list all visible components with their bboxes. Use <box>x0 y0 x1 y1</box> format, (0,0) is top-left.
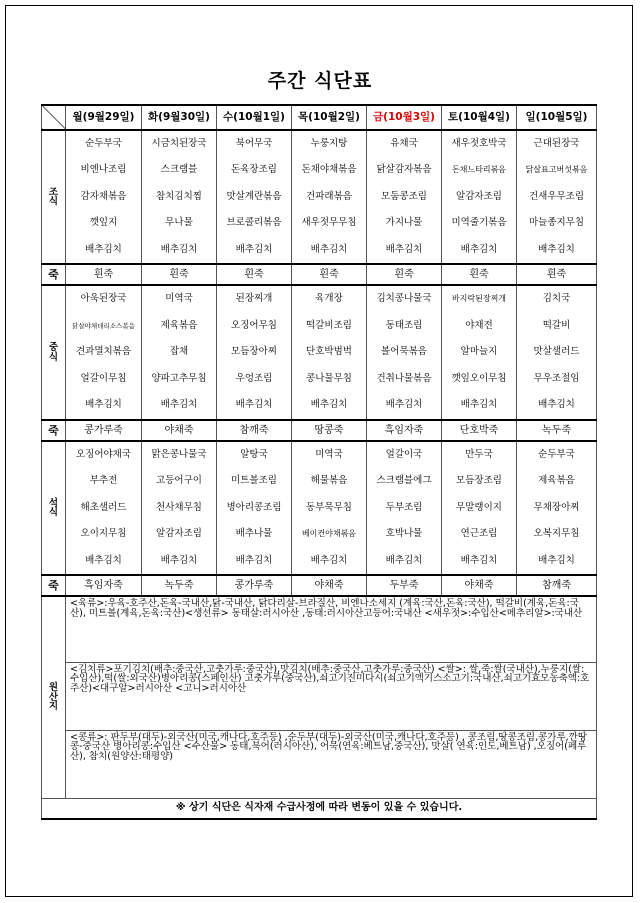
menu-item: 닭살감자볶음 <box>376 164 432 176</box>
origin-paragraph: <콩류>: 판두부(대두)-외국산(미국,캐나다,호주등) ,순두부(대두)-외국산(미국,캐나다,호주등) , 콩조림,땅콩조림,콩가루,깐땅콩-중국산 병아리콩:수입산 <수산물> 동태,북어(러시아산), 어묵(연육:베트남,중국산), 맛살( 연육:인도,베트남) ,오징어(페루산), 참치(원양산:태평양) <box>66 730 597 798</box>
menu-item: 비엔나조림 <box>80 164 127 176</box>
dinner-juk-row <box>42 575 597 596</box>
menu-table <box>41 104 597 820</box>
menu-item: 잡채 <box>169 346 189 358</box>
day-header: 수(10월1일) <box>217 105 292 130</box>
menu-item: 배추김치 <box>235 554 273 566</box>
lunch-cell <box>217 285 292 420</box>
juk-cell: 두부죽 <box>367 575 442 596</box>
juk-cell: 야채죽 <box>442 575 517 596</box>
menu-item: 배추김치 <box>310 399 348 411</box>
juk-cell: 참깨죽 <box>517 575 597 596</box>
menu-item: 알마늘지 <box>460 346 498 358</box>
dinner-cell <box>292 441 367 575</box>
breakfast-cell <box>367 130 442 264</box>
menu-item: 된장찌개 <box>235 293 273 304</box>
breakfast-cell <box>292 130 367 264</box>
day-header: 일(10월5일) <box>517 105 597 130</box>
menu-item: 부추전 <box>89 475 118 487</box>
menu-item: 만두국 <box>465 449 493 460</box>
menu-item: 건취나물볶음 <box>376 372 432 384</box>
menu-item: 돈육장조림 <box>231 164 277 176</box>
menu-item: 알감자조림 <box>456 190 502 202</box>
breakfast-cell <box>142 130 217 264</box>
dinner-cell <box>217 441 292 575</box>
origin-row-3 <box>42 730 597 798</box>
day-header-row <box>42 105 597 130</box>
menu-item: 김치콩나물국 <box>376 293 432 304</box>
day-header: 월(9월29일) <box>66 105 142 130</box>
menu-item: 무말랭이지 <box>456 501 502 513</box>
menu-item: 알탕국 <box>240 449 268 460</box>
menu-item: 바지락된장찌개 <box>451 294 507 303</box>
juk-cell: 콩가루죽 <box>66 420 142 441</box>
juk-cell: 녹두죽 <box>517 420 597 441</box>
menu-item: 우엉조림 <box>235 372 273 384</box>
day-header-holiday: 금(10월3일) <box>367 105 442 130</box>
menu-item: 오징어무침 <box>231 319 277 331</box>
lunch-juk-row <box>42 420 597 441</box>
menu-item: 제육볶음 <box>538 475 575 487</box>
juk-cell: 흰죽 <box>292 264 367 285</box>
menu-item: 야채전 <box>465 319 493 331</box>
menu-item: 깻잎오이무침 <box>451 372 507 384</box>
dinner-cell <box>66 441 142 575</box>
menu-item: 누룽지탕 <box>310 138 348 149</box>
lunch-cell <box>442 285 517 420</box>
dinner-cell <box>142 441 217 575</box>
menu-item: 맑은콩나물국 <box>151 449 207 460</box>
dinner-cell <box>367 441 442 575</box>
menu-item: 배추김치 <box>235 399 273 411</box>
menu-item: 미역국 <box>165 293 193 304</box>
menu-item: 천사채무침 <box>156 501 202 513</box>
lunch-cell <box>142 285 217 420</box>
menu-item: 배추김치 <box>310 554 348 566</box>
menu-item: 볼어묵볶음 <box>381 346 427 358</box>
menu-item: 베이컨야채볶음 <box>301 529 357 539</box>
menu-item: 순두부국 <box>85 138 122 149</box>
menu-item: 제육볶음 <box>160 319 198 331</box>
menu-item: 배추김치 <box>160 243 198 255</box>
menu-item: 얼갈이국 <box>385 449 423 460</box>
breakfast-cell <box>66 130 142 264</box>
day-header: 토(10월4일) <box>442 105 517 130</box>
menu-item: 모듬장조림 <box>456 475 502 487</box>
menu-item: 아욱된장국 <box>80 293 127 304</box>
menu-item: 알감자조림 <box>156 528 202 540</box>
menu-item: 육개장 <box>315 293 343 304</box>
juk-cell: 흰죽 <box>367 264 442 285</box>
menu-item: 견과멸치볶음 <box>75 346 132 358</box>
juk-cell: 흰죽 <box>142 264 217 285</box>
menu-item: 북어무국 <box>235 138 273 149</box>
menu-item: 단호박범벅 <box>306 346 352 358</box>
menu-item: 스크램블 <box>160 164 198 176</box>
menu-item: 떡갈비 <box>542 319 571 331</box>
menu-item: 연근조림 <box>460 528 498 540</box>
origin-row-2 <box>42 662 597 730</box>
juk-cell: 야채죽 <box>142 420 217 441</box>
juk-cell: 흑임자죽 <box>66 575 142 596</box>
menu-item: 맛살계란볶음 <box>226 190 282 202</box>
juk-cell: 흰죽 <box>66 264 142 285</box>
menu-item: 콩나물무침 <box>306 372 352 384</box>
origin-paragraph: <김치류>포기김치(배추:중국산,고춧가루:중국산),맛김치(배추:중국산,고춧가루:중국산) <쌀>: 쌀,죽:쌀(국내산),누룽지(쌀:수입산),떡(쌀:외국산)병아리콩(스페인산) 고춧가루(중국산),쇠고기진미다시(쇠고기엑기스소고기:국내산,쇠고기효모농축액:호주산)<대구알>러시아산 <고니>러시아산 <box>66 662 597 730</box>
juk-cell: 흰죽 <box>442 264 517 285</box>
menu-item: 무우조절임 <box>533 372 580 384</box>
menu-item: 감자채볶음 <box>80 190 127 202</box>
breakfast-juk-row <box>42 264 597 285</box>
menu-item: 건새우무조림 <box>528 190 585 202</box>
menu-item: 무나물 <box>165 217 193 229</box>
menu-item: 배추김치 <box>85 399 122 411</box>
juk-cell: 흰죽 <box>517 264 597 285</box>
dinner-row <box>42 441 597 575</box>
corner-cell <box>42 105 66 130</box>
menu-item: 미역줄기볶음 <box>451 217 507 229</box>
menu-item: 근대된장국 <box>533 138 580 149</box>
menu-item: 맛살샐러드 <box>533 346 580 358</box>
juk-cell: 콩가루죽 <box>217 575 292 596</box>
menu-item: 무채장아찌 <box>533 501 580 513</box>
menu-item: 배추김치 <box>235 243 273 255</box>
menu-item: 배추김치 <box>310 243 348 255</box>
menu-item: 배추김치 <box>460 243 498 255</box>
menu-item: 배추김치 <box>460 399 498 411</box>
menu-item: 배추김치 <box>538 399 575 411</box>
lunch-juk-label: 죽 <box>42 420 66 441</box>
menu-item: 배추김치 <box>85 243 122 255</box>
menu-item: 두부조림 <box>385 501 423 513</box>
menu-item: 배추김치 <box>538 554 575 566</box>
lunch-cell <box>292 285 367 420</box>
menu-item: 가지나물 <box>385 217 423 229</box>
lunch-cell <box>66 285 142 420</box>
menu-item: 배추김치 <box>160 554 198 566</box>
menu-item: 시금치된장국 <box>151 138 207 149</box>
breakfast-cell <box>217 130 292 264</box>
menu-item: 병아리콩조림 <box>226 501 282 513</box>
lunch-cell <box>367 285 442 420</box>
menu-item: 해초샐러드 <box>80 501 127 513</box>
lunch-cell <box>517 285 597 420</box>
menu-item: 동태조림 <box>385 319 423 331</box>
menu-item: 돈채느타리볶음 <box>451 165 507 175</box>
menu-item: 건파래볶음 <box>306 190 352 202</box>
dinner-label: 석 식 <box>42 441 66 575</box>
menu-item: 동부묵무침 <box>306 501 352 513</box>
menu-item: 모둠콩조림 <box>381 190 427 202</box>
breakfast-cell <box>442 130 517 264</box>
menu-item: 김치국 <box>542 293 571 304</box>
breakfast-label: 조 식 <box>42 130 66 264</box>
page-title: 주간 식단표 <box>267 70 373 92</box>
menu-item: 닭살표고버섯볶음 <box>525 165 588 175</box>
breakfast-juk-label: 죽 <box>42 264 66 285</box>
notice-text: ※ 상기 식단은 식자재 수급사정에 따라 변동이 있을 수 있습니다. <box>42 798 597 819</box>
menu-item: 해물볶음 <box>310 475 348 487</box>
menu-item: 고등어구이 <box>156 475 202 487</box>
origin-row-1 <box>42 596 597 662</box>
menu-item: 마늘종지무침 <box>528 217 585 229</box>
menu-item: 새우젓호박국 <box>451 138 507 149</box>
menu-item: 닭살야채데리소스볶음 <box>72 321 135 330</box>
menu-item: 호박나물 <box>385 528 423 540</box>
juk-cell: 흑임자죽 <box>367 420 442 441</box>
menu-item: 참치김치찜 <box>156 190 202 202</box>
menu-item: 배추김치 <box>160 399 198 411</box>
juk-cell: 흰죽 <box>217 264 292 285</box>
dinner-cell <box>517 441 597 575</box>
menu-item: 새우젓무무침 <box>301 217 357 229</box>
notice-row <box>42 798 597 819</box>
menu-item: 스크램블에그 <box>376 475 432 487</box>
menu-item: 순두부국 <box>538 449 575 460</box>
menu-item: 얼갈이무침 <box>80 372 127 384</box>
juk-cell: 녹두죽 <box>142 575 217 596</box>
menu-item: 오복지무침 <box>533 528 580 540</box>
menu-item: 배추김치 <box>385 243 423 255</box>
lunch-label: 중 식 <box>42 285 66 420</box>
menu-item: 모듬장아찌 <box>231 346 277 358</box>
juk-cell: 야채죽 <box>292 575 367 596</box>
menu-item: 배추김치 <box>460 554 498 566</box>
menu-item: 오징어야채국 <box>75 449 132 460</box>
menu-item: 유채국 <box>390 138 418 149</box>
breakfast-row <box>42 130 597 264</box>
juk-cell: 참깨죽 <box>217 420 292 441</box>
menu-item: 배추김치 <box>538 243 575 255</box>
lunch-row <box>42 285 597 420</box>
menu-item: 배추나물 <box>235 528 273 540</box>
breakfast-cell <box>517 130 597 264</box>
juk-cell: 땅콩죽 <box>292 420 367 441</box>
dinner-cell <box>442 441 517 575</box>
day-header: 화(9월30일) <box>142 105 217 130</box>
menu-item: 배추김치 <box>385 399 423 411</box>
origin-label: 원 산 지 <box>42 596 66 798</box>
origin-paragraph: <육류>:우육-호주산,돈육-국내산,닭-국내산, 닭다리살-브라질산, 비엔나소세지 (계육:국산,돈육:국산), 떡갈비(계육,돈육:국산), 미트볼(계육,돈육:국산)<생선류> 동태살:러시아산 ,동태:러시아산고등어:국내산 <새우젓>:수입산<메추리알>:국내산 <box>66 596 597 662</box>
menu-item: 깻잎지 <box>89 217 118 229</box>
menu-item: 배추김치 <box>385 554 423 566</box>
menu-item: 미역국 <box>315 449 343 460</box>
menu-item: 오이지무침 <box>80 528 127 540</box>
menu-item: 돈채야채볶음 <box>301 164 357 176</box>
menu-item: 미트볼조림 <box>231 475 277 487</box>
dinner-juk-label: 죽 <box>42 575 66 596</box>
day-header: 목(10월2일) <box>292 105 367 130</box>
menu-item: 떡갈비조림 <box>306 319 352 331</box>
menu-item: 배추김치 <box>85 554 122 566</box>
menu-item: 양파고추무침 <box>151 372 207 384</box>
juk-cell: 단호박죽 <box>442 420 517 441</box>
menu-item: 브로콜리볶음 <box>226 217 282 229</box>
